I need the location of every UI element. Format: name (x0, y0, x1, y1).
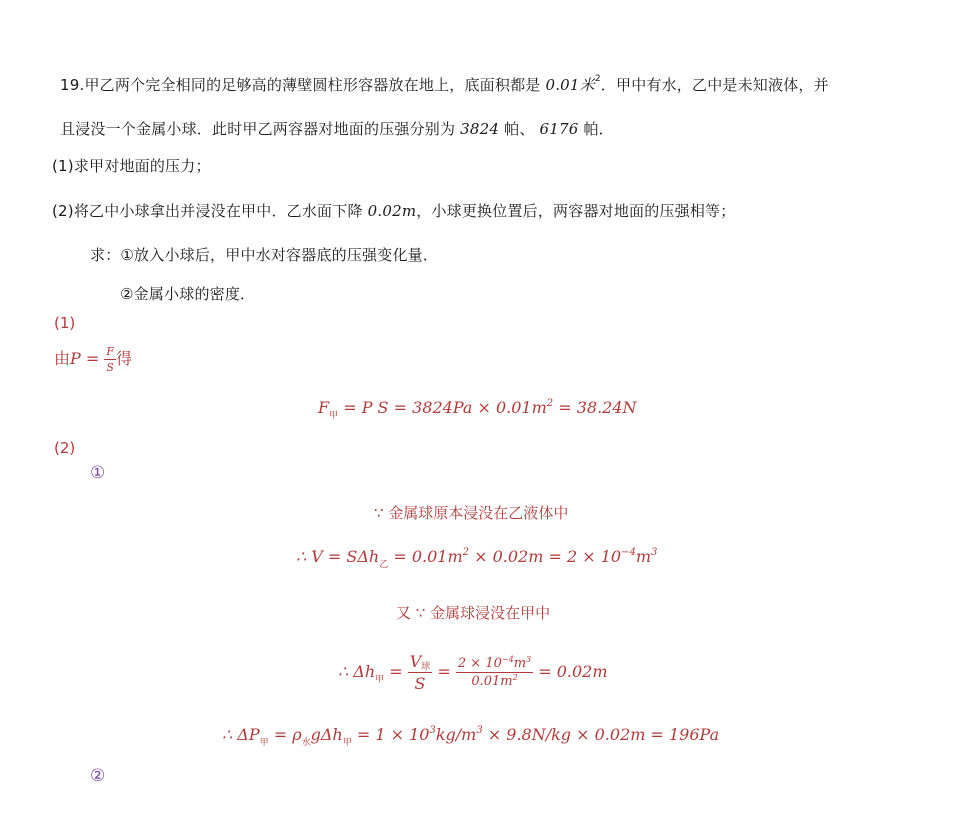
volume-exp-1: 2 (462, 547, 469, 558)
formula-pressure-definition (54, 345, 132, 374)
volume-exp-3: 3 (650, 547, 658, 558)
circle-two: ② (90, 766, 106, 786)
dp-g-dh: gΔh (310, 725, 343, 744)
num2-exp: −4 (501, 655, 514, 664)
den2-base: 0.01m (471, 674, 513, 689)
dp-subscript: 甲 (259, 738, 269, 748)
force-calculation (318, 398, 637, 421)
den2-exp: 2 (512, 673, 518, 682)
water-drop-value: 0.02m (367, 202, 417, 220)
question-text-2: 且浸没一个金属小球．此时甲乙两容器对地面的压强分别为 (60, 120, 456, 138)
part2-text-b: ，小球更换位置后，两容器对地面的压强相等； (416, 202, 736, 220)
dh-prefix: ∴ Δh (338, 662, 376, 681)
question-text-1: 甲乙两个完全相同的足够高的薄壁圆柱形容器放在地上，底面积都是 (84, 76, 541, 94)
fraction-numerator-V (408, 652, 433, 673)
num2-base: 2 × 10 (457, 656, 502, 671)
dp-h-subscript: 甲 (342, 738, 352, 748)
dp-exp-1: 3 (429, 725, 436, 736)
solution-label-1: (1) (54, 314, 76, 332)
symbol-P: P (70, 349, 81, 368)
fraction-F-over-S (104, 345, 116, 374)
fraction-denominator-S: S (106, 361, 114, 374)
because-line-2: 又 ∵ 金属球浸没在甲中 (396, 604, 551, 622)
dp-prefix: ∴ ΔP (222, 725, 260, 744)
dh-equals-2: = (437, 662, 451, 681)
because-line-1: ∵ 金属球原本浸没在乙液体中 (374, 504, 569, 522)
de-text: 得 (116, 349, 133, 368)
question-line-1 (60, 74, 829, 95)
volume-calculation (296, 547, 658, 570)
dh-subscript: 甲 (375, 675, 385, 685)
num2-unit-exp: 3 (526, 655, 532, 664)
question-part-1: (1)求甲对地面的压力； (52, 157, 211, 175)
dp-exp-2: 3 (476, 725, 483, 736)
question-text-1-tail: ．甲中有水，乙中是未知液体，并 (600, 76, 829, 94)
fraction-denominator-S2: S (414, 674, 426, 693)
area-value: 0.01 (545, 76, 580, 94)
fraction-denominator-area (456, 673, 533, 689)
V-symbol: V (409, 652, 422, 671)
dh-result: = 0.02m (538, 662, 608, 681)
dp-rest: = 1 × 10 (351, 725, 430, 744)
solution-label-2: (2) (54, 439, 76, 457)
question-line-2 (60, 118, 614, 139)
question-ask-1: 求：①放入小球后，甲中水对容器底的压强变化量． (90, 246, 439, 264)
force-result: = 38.24N (553, 398, 637, 417)
force-subscript: 甲 (329, 411, 339, 421)
area-unit: 米 (579, 76, 595, 94)
question-ask-2: ②金属小球的密度． (120, 285, 256, 303)
dp-rest-3: × 9.8N/kg × 0.02m = 196Pa (482, 725, 720, 744)
height-change-calculation (338, 652, 608, 693)
force-expression: = P S = 3824Pa × 0.01m (338, 398, 547, 417)
area-exponent: 2 (594, 74, 601, 84)
force-exponent: 2 (546, 398, 554, 409)
rho-subscript: 水 (301, 738, 311, 748)
pressure-change-calculation (222, 725, 720, 748)
pressure-yi: 6176 (539, 120, 579, 138)
question-text-2-end: 帕． (583, 120, 614, 138)
part2-text-a: (2)将乙中小球拿出并浸没在甲中．乙水面下降 (52, 202, 363, 220)
dp-rest-2: kg/m (435, 725, 477, 744)
question-number: 19. (60, 76, 85, 94)
force-symbol: F (318, 398, 330, 417)
volume-expression-a: ∴ V = SΔh (296, 547, 380, 566)
V-subscript: 球 (421, 662, 431, 672)
fraction-numerator-F: F (106, 345, 115, 358)
pressure-jia: 3824 (460, 120, 500, 138)
equals-sign: = (85, 349, 100, 368)
circle-one: ① (90, 463, 106, 483)
volume-expression-c: × 0.02m = 2 × 10 (468, 547, 622, 566)
volume-subscript: 乙 (379, 560, 389, 570)
separator: 、 (519, 120, 535, 138)
dp-rho: = ρ (268, 725, 302, 744)
volume-exp-2: −4 (621, 547, 636, 558)
fraction-volume-over-area (456, 656, 533, 689)
question-part-2 (52, 200, 735, 221)
fraction-numerator-volume (456, 656, 533, 673)
fraction-V-over-S (408, 652, 433, 693)
volume-expression-d: m (635, 547, 651, 566)
volume-expression-b: = 0.01m (388, 547, 463, 566)
dh-equals: = (389, 662, 403, 681)
you-text: 由 (54, 349, 71, 368)
num2-unit: m (513, 656, 527, 671)
unit-pa-1: 帕 (504, 120, 520, 138)
